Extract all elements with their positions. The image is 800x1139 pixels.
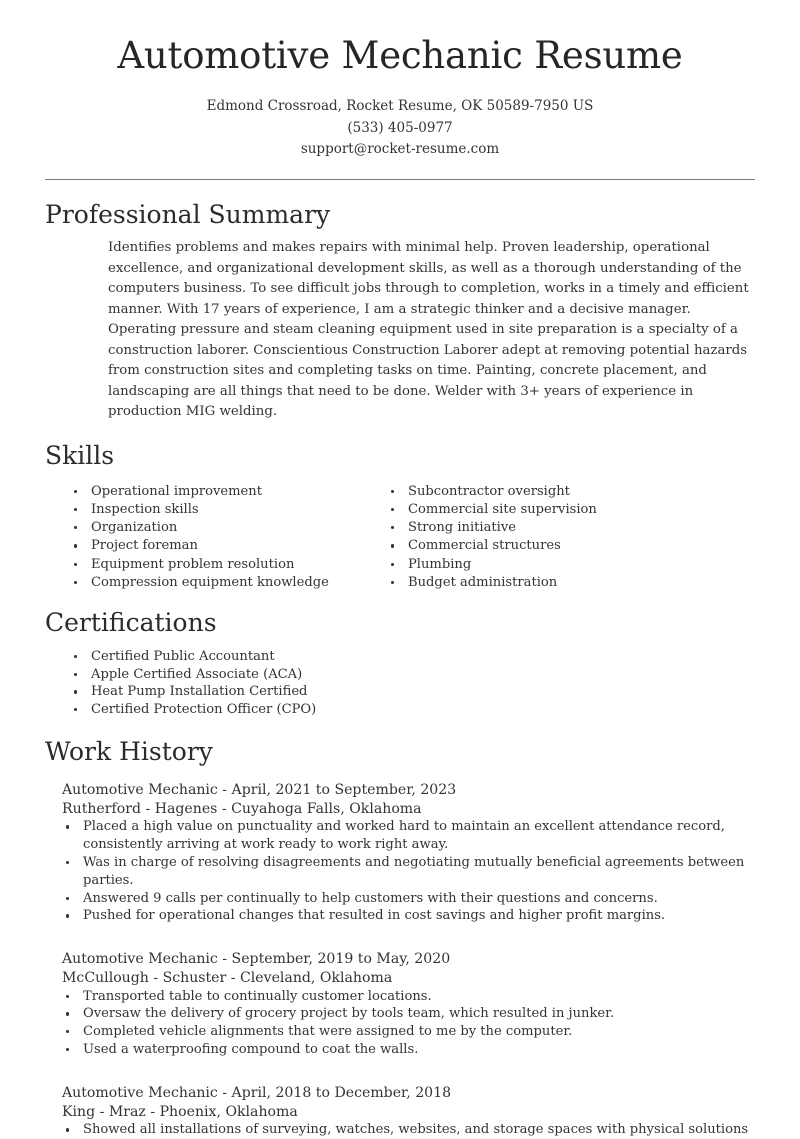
job-company-line: McCullough - Schuster - Cleveland, Oklahoma	[62, 969, 393, 986]
job-bullet-list	[62, 988, 795, 1059]
resume-header	[0, 0, 800, 161]
list-item	[62, 1005, 795, 1023]
section-work-history	[0, 737, 800, 767]
job-bullet-text: Completed vehicle alignments that were assigned to me by the computer.	[83, 1024, 573, 1040]
section-heading-work-history: Work History	[45, 736, 213, 766]
list-item	[70, 483, 387, 501]
list-item	[62, 854, 795, 890]
skill-label: Compression equipment knowledge	[91, 574, 329, 590]
job-bullet-list	[62, 1121, 795, 1139]
contact-phone: (533) 405-0977	[347, 119, 453, 136]
skill-label: Equipment problem resolution	[91, 556, 295, 572]
list-item	[387, 483, 717, 501]
certifications-list	[70, 648, 800, 719]
section-heading-certifications: Certifications	[45, 607, 217, 637]
list-item	[62, 890, 795, 908]
list-item	[387, 519, 717, 537]
skills-columns	[0, 483, 800, 592]
skills-column-right	[387, 483, 717, 592]
job-title-line: Automotive Mechanic - April, 2018 to December, 2018	[62, 1084, 452, 1101]
job-bullet-text: Placed a high value on punctuality and worked hard to maintain an excellent attendance record, consistently arriving at work ready to work right away.	[83, 819, 725, 853]
skill-label: Subcontractor oversight	[408, 484, 570, 500]
skill-label: Inspection skills	[91, 502, 199, 518]
job-bullet-text: Was in charge of resolving disagreements and negotiating mutually beneficial agreements between parties.	[83, 855, 745, 888]
section-certifications	[0, 608, 800, 638]
job-bullet-list	[62, 818, 795, 925]
section-heading-skills: Skills	[45, 441, 115, 471]
section-professional-summary	[0, 200, 800, 423]
work-history-entry	[62, 781, 795, 925]
certification-label: Apple Certified Associate (ACA)	[91, 666, 303, 682]
list-item	[70, 666, 800, 684]
certifications-list-wrap	[0, 648, 800, 719]
job-company-line: Rutherford - Hagenes - Cuyahoga Falls, Oklahoma	[62, 800, 422, 817]
job-bullet-text: Transported table to continually customer locations.	[83, 988, 432, 1004]
list-item	[70, 519, 387, 537]
list-item	[62, 1041, 795, 1059]
list-item	[387, 556, 717, 574]
list-item	[70, 648, 800, 666]
list-item	[70, 537, 387, 555]
job-title-line: Automotive Mechanic - September, 2019 to May, 2020	[62, 951, 451, 968]
list-item	[62, 988, 795, 1006]
list-item	[62, 1121, 795, 1139]
work-history-entry	[62, 1084, 795, 1139]
skill-label: Commercial structures	[408, 538, 561, 554]
job-bullet-text: Showed all installations of surveying, watches, websites, and storage spaces with physical solutions	[83, 1122, 749, 1138]
section-skills	[0, 441, 800, 471]
list-item	[387, 537, 717, 555]
list-item	[70, 556, 387, 574]
list-item	[62, 1023, 795, 1041]
list-item	[70, 574, 387, 592]
section-heading-professional-summary: Professional Summary	[45, 200, 331, 230]
entry-spacer	[62, 1059, 795, 1084]
skills-list-left	[70, 483, 387, 592]
list-item	[62, 907, 795, 925]
job-bullet-text: Used a waterproofing compound to coat the walls.	[83, 1042, 419, 1058]
skill-label: Strong initiative	[408, 520, 517, 536]
certification-label: Certified Protection Officer (CPO)	[91, 702, 317, 718]
job-bullet-text: Answered 9 calls per continually to help customers with their questions and concerns.	[83, 890, 658, 906]
certification-label: Heat Pump Installation Certified	[91, 684, 308, 700]
skill-label: Organization	[91, 520, 178, 536]
list-item	[387, 501, 717, 519]
skills-column-left	[70, 483, 387, 592]
contact-address: Edmond Crossroad, Rocket Resume, OK 50589-7950 US	[206, 97, 594, 114]
skill-label: Operational improvement	[91, 484, 262, 500]
job-title-line: Automotive Mechanic - April, 2021 to September, 2023	[62, 781, 457, 798]
list-item	[70, 701, 800, 719]
work-history-entries	[0, 781, 800, 1139]
list-item	[70, 683, 800, 701]
skill-label: Project foreman	[91, 538, 198, 554]
list-item	[62, 818, 795, 854]
contact-email[interactable]: support@rocket-resume.com	[300, 141, 500, 158]
skill-label: Plumbing	[408, 556, 472, 572]
skills-list-right	[387, 483, 717, 592]
certification-label: Certified Public Accountant	[91, 648, 275, 664]
job-bullet-text: Pushed for operational changes that resulted in cost savings and higher profit margins.	[83, 908, 666, 924]
job-bullet-text: Oversaw the delivery of grocery project by tools team, which resulted in junker.	[83, 1006, 615, 1022]
skill-label: Commercial site supervision	[408, 502, 597, 518]
page-title: Automotive Mechanic Resume	[117, 34, 683, 77]
list-item	[387, 574, 717, 592]
list-item	[70, 501, 387, 519]
work-history-entry	[62, 950, 795, 1059]
professional-summary-text: Identifies problems and makes repairs with minimal help. Proven leadership, operational excellence, and organizational development skills, as well as a thorough understanding of the computers business. To see difficult jobs through to completion, works in a timely and efficient manner. With 17 years of experience, I am a strategic thinker and a decisive manager. Operating pressure and steam cleaning equipment used in site preparation is a specialty of a construction laborer. Conscientious Construction Laborer adept at removing potential hazards from construction sites and completing tasks on time. Painting, concrete placement, and landscaping are all things that need to be done. Welder with 3+ years of experience in production MIG welding.	[108, 240, 749, 420]
skill-label: Budget administration	[408, 574, 558, 590]
entry-spacer	[62, 925, 795, 950]
job-company-line: King - Mraz - Phoenix, Oklahoma	[62, 1103, 298, 1120]
